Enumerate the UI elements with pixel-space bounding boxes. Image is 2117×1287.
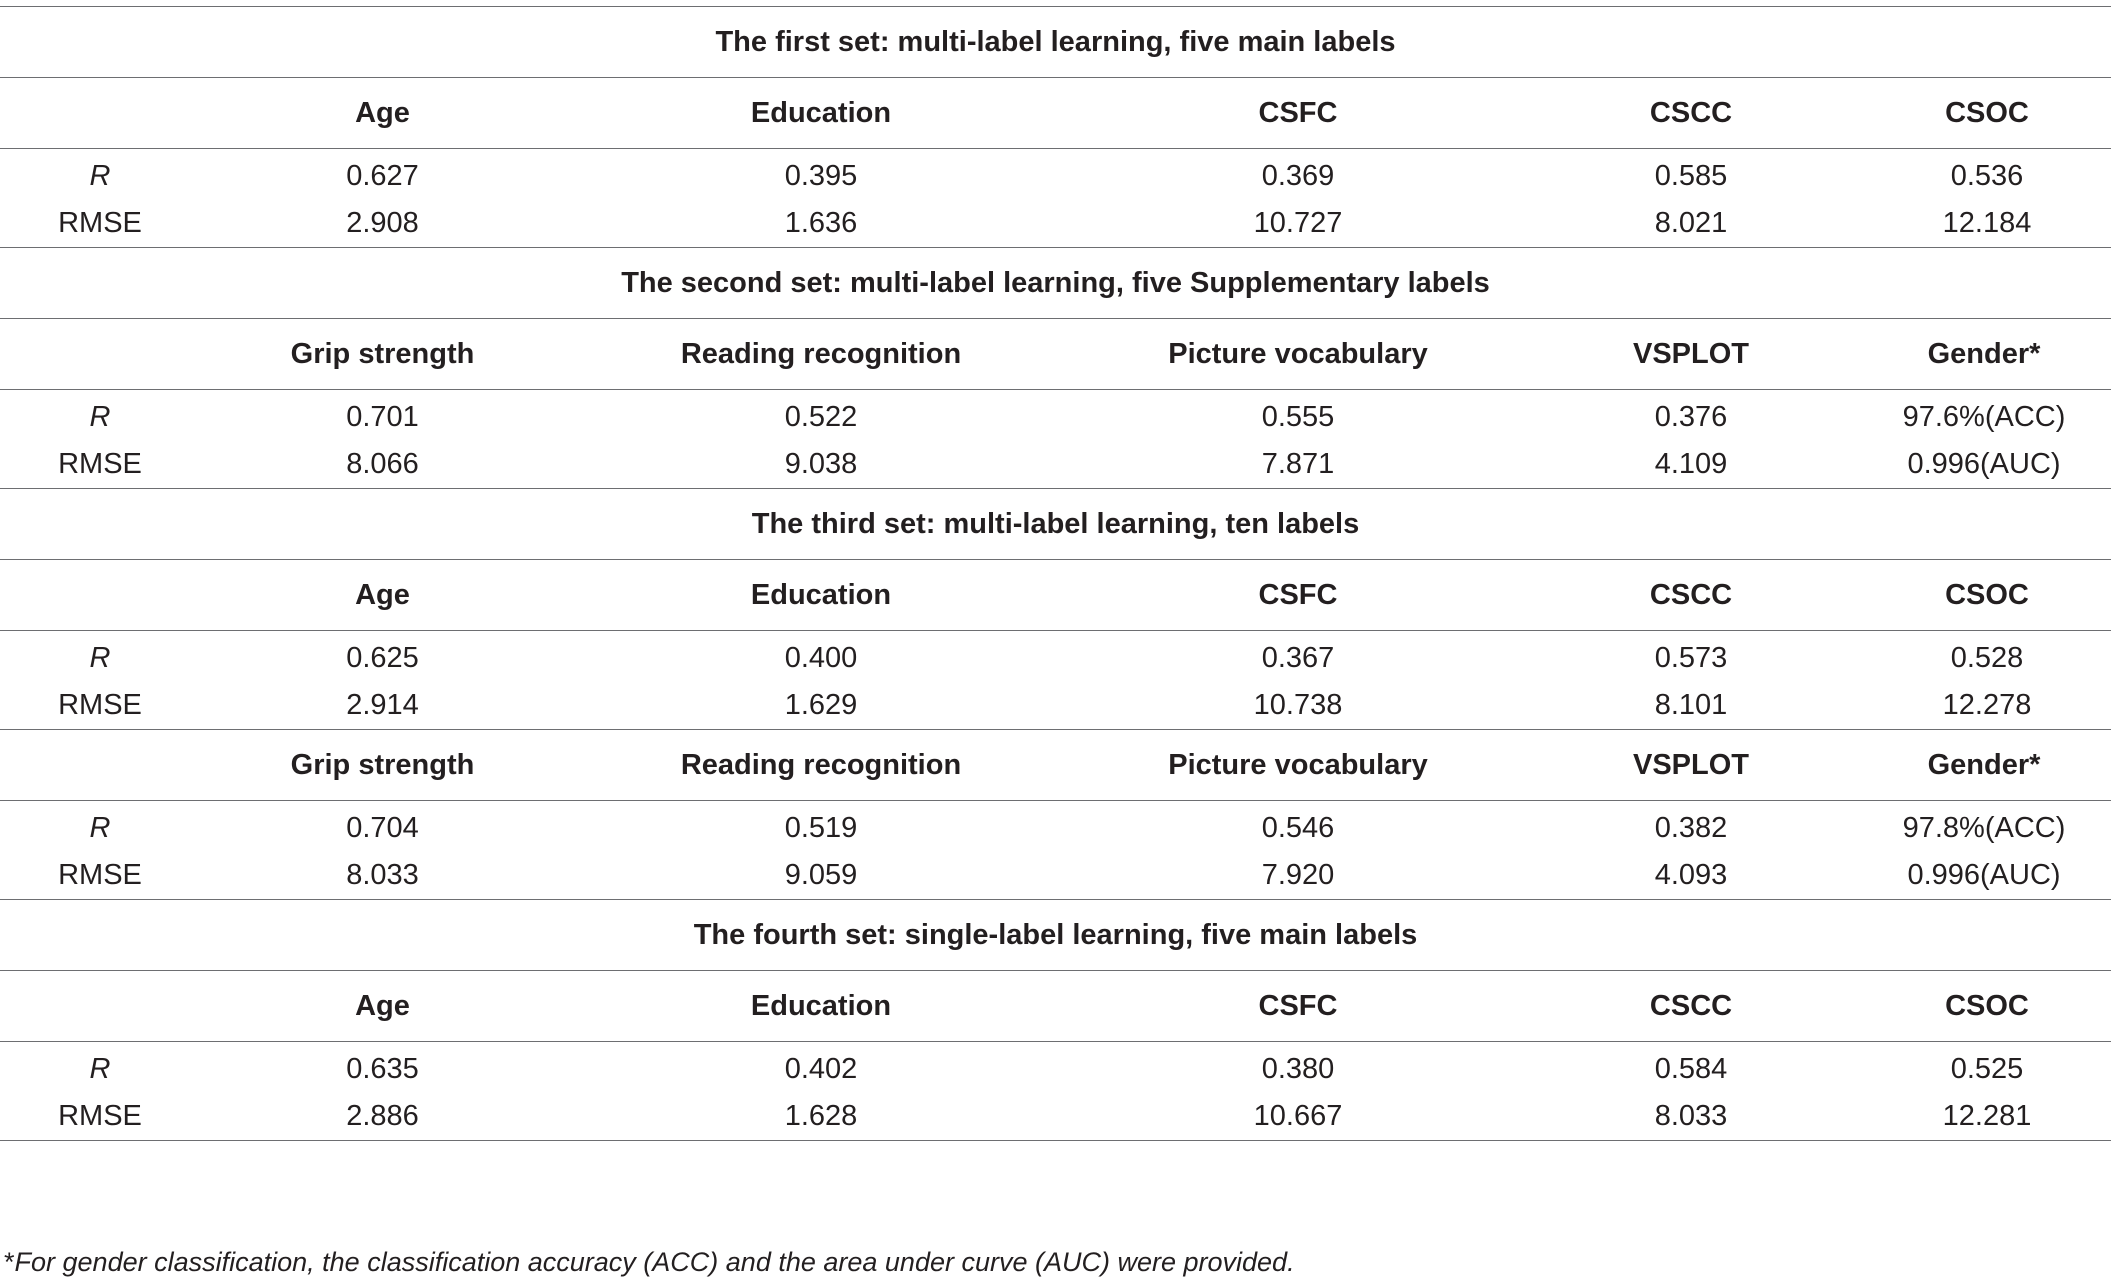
table-cell: 0.382 xyxy=(1654,811,1728,844)
table-cell: 9.059 xyxy=(784,859,858,891)
table-cell: 0.380 xyxy=(1261,1052,1335,1085)
column-header: Grip strength xyxy=(200,319,565,390)
table-cell: 8.066 xyxy=(346,448,419,480)
metric-label: R xyxy=(89,159,111,192)
table-row xyxy=(0,682,2111,730)
table-row xyxy=(0,801,2111,853)
set-title: The fourth set: single-label learning, five main labels xyxy=(0,900,2111,971)
metric-header-cell xyxy=(0,730,200,801)
table-row xyxy=(0,441,2111,489)
footnote-text: For gender classification, the classification accuracy (ACC) and the area under curve (AUC) were provided. xyxy=(14,1247,1295,1277)
results-table xyxy=(0,6,2111,1141)
table-cell: 0.395 xyxy=(784,159,858,192)
column-header: VSPLOT xyxy=(1519,319,1863,390)
column-header: Education xyxy=(565,560,1077,631)
table-cell: 0.402 xyxy=(784,1052,858,1085)
table-cell: 0.519 xyxy=(784,811,858,844)
column-header-row xyxy=(0,971,2111,1042)
column-header: Picture vocabulary xyxy=(1077,730,1519,801)
metric-header-cell xyxy=(0,319,200,390)
table-cell: 2.914 xyxy=(346,689,419,721)
table-cell: 0.627 xyxy=(346,159,419,192)
table-cell: 12.281 xyxy=(1863,1093,2111,1141)
column-header: CSOC xyxy=(1863,560,2111,631)
table-cell: 0.996(AUC) xyxy=(1907,448,2061,480)
table-cell: 0.522 xyxy=(784,400,858,433)
set-block xyxy=(0,7,2111,248)
column-header: Education xyxy=(565,78,1077,149)
metric-label: R xyxy=(89,811,111,844)
table-cell: 1.636 xyxy=(784,207,858,239)
column-header: CSOC xyxy=(1863,971,2111,1042)
table-cell: 2.886 xyxy=(200,1093,565,1141)
table-cell: 0.376 xyxy=(1654,400,1728,433)
table-cell: 0.584 xyxy=(1654,1052,1728,1085)
set-block xyxy=(0,489,2111,900)
column-header: Grip strength xyxy=(200,730,565,801)
set-title: The first set: multi-label learning, five main labels xyxy=(0,7,2111,78)
table-row xyxy=(0,631,2111,683)
set-title-row xyxy=(0,248,2111,319)
table-cell: 0.367 xyxy=(1261,641,1335,674)
column-header: Education xyxy=(565,971,1077,1042)
set-block xyxy=(0,248,2111,489)
footnote-marker: * xyxy=(4,1247,15,1277)
table-row xyxy=(0,200,2111,248)
metric-label: RMSE xyxy=(58,689,142,721)
column-header: Age xyxy=(200,971,565,1042)
table-cell: 8.101 xyxy=(1654,689,1728,721)
set-title: The second set: multi-label learning, five Supplementary labels xyxy=(0,248,2111,319)
metric-label: R xyxy=(89,641,111,674)
table-cell: 8.021 xyxy=(1654,207,1728,239)
table-cell: 0.528 xyxy=(1950,641,2024,674)
table-cell: 0.400 xyxy=(784,641,858,674)
table-cell: 12.184 xyxy=(1942,207,2032,239)
column-header: CSCC xyxy=(1519,560,1863,631)
table-row xyxy=(0,1042,2111,1094)
column-header: CSFC xyxy=(1077,560,1519,631)
set-title: The third set: multi-label learning, ten labels xyxy=(0,489,2111,560)
column-header-row xyxy=(0,730,2111,801)
column-header-row xyxy=(0,319,2111,390)
metric-label: R xyxy=(89,1052,111,1085)
set-title-row xyxy=(0,7,2111,78)
table-cell: 0.701 xyxy=(346,400,419,433)
table-row xyxy=(0,390,2111,442)
table-footnote xyxy=(4,1247,1295,1278)
set-title-row xyxy=(0,489,2111,560)
metric-label: RMSE xyxy=(58,859,142,891)
table-cell: 4.109 xyxy=(1654,448,1728,480)
table-cell: 0.704 xyxy=(346,811,419,844)
table-row xyxy=(0,149,2111,201)
table-cell: 9.038 xyxy=(784,448,858,480)
table-cell: 97.6%(ACC) xyxy=(1902,400,2066,433)
table-cell: 2.908 xyxy=(346,207,419,239)
column-header: Reading recognition xyxy=(565,730,1077,801)
table-cell: 0.573 xyxy=(1654,641,1728,674)
table-cell: 1.628 xyxy=(565,1093,1077,1141)
table-row xyxy=(0,852,2111,900)
column-header-row xyxy=(0,78,2111,149)
column-header: Picture vocabulary xyxy=(1077,319,1519,390)
table-cell: 7.871 xyxy=(1261,448,1335,480)
metric-label: RMSE xyxy=(58,207,142,239)
table-cell: 4.093 xyxy=(1654,859,1728,891)
column-header: Age xyxy=(200,560,565,631)
table-cell: 7.920 xyxy=(1261,859,1335,891)
table-cell: 0.369 xyxy=(1261,159,1335,192)
column-header: CSOC xyxy=(1863,78,2111,149)
table-cell: 0.525 xyxy=(1950,1052,2024,1085)
table-cell: 0.546 xyxy=(1261,811,1335,844)
table-cell: 8.033 xyxy=(1519,1093,1863,1141)
table-cell: 1.629 xyxy=(784,689,858,721)
table-cell: 8.033 xyxy=(346,859,419,891)
metric-label: RMSE xyxy=(0,1093,200,1141)
column-header-row xyxy=(0,560,2111,631)
column-header: Reading recognition xyxy=(565,319,1077,390)
column-header: CSFC xyxy=(1077,971,1519,1042)
table-cell: 97.8%(ACC) xyxy=(1902,811,2066,844)
column-header: CSCC xyxy=(1519,78,1863,149)
table-cell: 10.667 xyxy=(1077,1093,1519,1141)
set-title-row xyxy=(0,900,2111,971)
metric-header-cell xyxy=(0,560,200,631)
column-header: Gender* xyxy=(1863,730,2111,801)
metric-header-cell xyxy=(0,78,200,149)
metric-label: R xyxy=(89,400,111,433)
set-block xyxy=(0,900,2111,1141)
table-cell: 0.536 xyxy=(1950,159,2024,192)
table-cell: 0.635 xyxy=(346,1052,419,1085)
table-cell: 10.727 xyxy=(1253,207,1343,239)
column-header: Age xyxy=(200,78,565,149)
table-cell: 0.625 xyxy=(346,641,419,674)
table-cell: 12.278 xyxy=(1942,689,2032,721)
metric-header-cell xyxy=(0,971,200,1042)
column-header: CSFC xyxy=(1077,78,1519,149)
column-header: CSCC xyxy=(1519,971,1863,1042)
table-cell: 0.555 xyxy=(1261,400,1335,433)
table-cell: 10.738 xyxy=(1253,689,1343,721)
table-cell: 0.996(AUC) xyxy=(1907,859,2061,891)
table-cell: 0.585 xyxy=(1654,159,1728,192)
metric-label: RMSE xyxy=(58,448,142,480)
column-header: Gender* xyxy=(1863,319,2111,390)
table-row xyxy=(0,1093,2111,1141)
column-header: VSPLOT xyxy=(1519,730,1863,801)
